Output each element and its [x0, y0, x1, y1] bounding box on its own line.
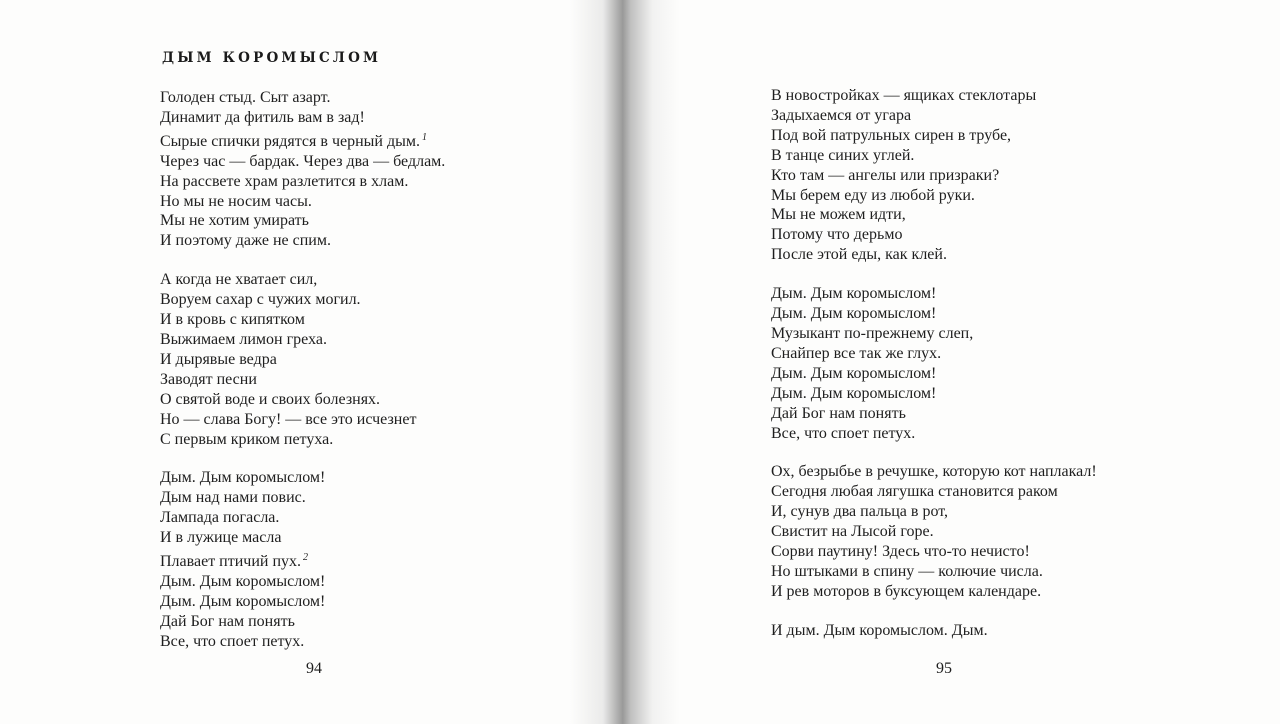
poem-line [771, 86, 1097, 106]
poem-line [160, 468, 445, 488]
stanza [160, 468, 445, 651]
stanza [771, 621, 1097, 641]
poem-line [771, 621, 1097, 641]
poem-line [771, 404, 1097, 424]
poem-line-text: Через час — бардак. Через два — бедлам. [160, 152, 446, 170]
poem-line [160, 290, 445, 310]
poem-line-text: Кто там — ангелы или призраки? [771, 166, 1000, 184]
poem-line [771, 482, 1097, 502]
poem-line-text: И в кровь с кипятком [160, 311, 305, 329]
poem-line [771, 166, 1097, 186]
poem-line [160, 430, 445, 450]
poem-line [771, 146, 1097, 166]
poem-line [160, 172, 445, 192]
poem-line [160, 508, 445, 528]
left-page [0, 0, 620, 724]
poem-line-text: В танце синих углей. [771, 146, 915, 164]
poem-line-text: Ох, безрыбье в речушке, которую кот наплакал! [771, 463, 1097, 481]
poem-line-text: И поэтому даже не спим. [160, 232, 331, 250]
poem-title: ДЫМ КОРОМЫСЛОМ [162, 50, 382, 66]
poem-line-text: Дай Бог нам понять [771, 404, 906, 422]
poem-line [160, 612, 445, 632]
page-number-left: 94 [306, 660, 322, 677]
poem-line-text: А когда не хватает сил, [160, 271, 318, 289]
poem-line-text: Но мы не носим часы. [160, 192, 312, 210]
poem-line [160, 528, 445, 548]
poem-line-text: Сырые спички рядятся в черный дым. [160, 132, 420, 150]
poem-line-text: Сорви паутину! Здесь что-то нечисто! [771, 543, 1030, 561]
poem-line [160, 548, 445, 572]
stanza [771, 86, 1097, 265]
poem-line [160, 390, 445, 410]
poem-line [160, 330, 445, 350]
stanza [160, 88, 445, 251]
poem-line-text: Но — слава Богу! — все это исчезнет [160, 410, 417, 428]
poem-line [160, 488, 445, 508]
right-page [640, 0, 1280, 724]
poem-line-text: Заводят песни [160, 370, 257, 388]
poem-line [160, 592, 445, 612]
poem-line-text: Задыхаемся от угара [771, 106, 912, 124]
poem-line-text: Мы не можем идти, [771, 206, 906, 224]
poem-line-text: Воруем сахар с чужих могил. [160, 291, 361, 309]
poem-line-text: После этой еды, как клей. [771, 246, 947, 264]
poem-line-text: Динамит да фитиль вам в зад! [160, 108, 365, 126]
poem-line [771, 582, 1097, 602]
poem-line [771, 205, 1097, 225]
poem-line-text: Мы не хотим умирать [160, 212, 309, 230]
poem-line-text: Потому что дерьмо [771, 226, 903, 244]
poem-line [160, 108, 445, 128]
poem-line [771, 126, 1097, 146]
poem-line [160, 231, 445, 251]
poem-line-text: И, сунув два пальца в рот, [771, 503, 949, 521]
poem-line-text: Мы берем еду из любой руки. [771, 186, 975, 204]
poem-line [160, 211, 445, 231]
poem-line [160, 88, 445, 108]
poem-line-text: В новостройках — ящиках стеклотары [771, 87, 1037, 104]
poem-line-text: И рев моторов в буксующем календаре. [771, 582, 1042, 600]
poem-line-text: Дым. Дым коромыслом! [160, 572, 326, 590]
poem-line [160, 310, 445, 330]
poem-line-text: И в лужице масла [160, 529, 282, 547]
poem-line-text: И дырявые ведра [160, 350, 277, 368]
poem-line [771, 462, 1097, 482]
poem-line [160, 350, 445, 370]
footnote-marker: 2 [303, 552, 309, 564]
poem-line-text: Дым. Дым коромыслом! [771, 384, 937, 402]
poem-line [771, 502, 1097, 522]
footnote-marker: 1 [421, 131, 427, 143]
poem-line [771, 304, 1097, 324]
poem-line-text: Дым. Дым коромыслом! [771, 285, 937, 303]
poem-line-text: Плавает птичий пух. [160, 553, 302, 571]
poem-line [160, 632, 445, 652]
poem-line [771, 106, 1097, 126]
poem-line-text: Снайпер все так же глух. [771, 344, 942, 362]
poem-line [160, 152, 445, 172]
poem-line-text: Дай Бог нам понять [160, 612, 295, 630]
poem-line [771, 542, 1097, 562]
stanza [771, 462, 1097, 601]
poem-line [771, 364, 1097, 384]
poem-line [160, 128, 445, 152]
poem-line-text: На рассвете храм разлетится в хлам. [160, 172, 409, 190]
poem-line [771, 245, 1097, 265]
stanza [771, 284, 1097, 443]
poem-line [160, 370, 445, 390]
poem-line-text: Все, что споет петух. [771, 424, 916, 442]
poem-line [771, 384, 1097, 404]
poem-line-text: Дым над нами повис. [160, 489, 306, 507]
poem-line [160, 270, 445, 290]
poem-line [771, 522, 1097, 542]
poem-line-text: Сегодня любая лягушка становится раком [771, 483, 1058, 501]
poem-line-text: О святой воде и своих болезнях. [160, 390, 381, 408]
poem-line-text: Выжимаем лимон греха. [160, 330, 327, 348]
poem-line [771, 562, 1097, 582]
poem-line [771, 284, 1097, 304]
poem-line-text: Свистит на Лысой горе. [771, 523, 934, 541]
poem-line-text: Музыкант по-прежнему слеп, [771, 324, 974, 342]
poem-line-text: С первым криком петуха. [160, 430, 334, 448]
poem-line-text: Голоден стыд. Сыт азарт. [160, 89, 331, 106]
poem-line [771, 344, 1097, 364]
poem-line [771, 225, 1097, 245]
poem-line-text: Все, что споет петух. [160, 632, 305, 650]
poem-line [771, 186, 1097, 206]
poem-line-text: Лампада погасла. [160, 509, 280, 527]
page-number-right: 95 [936, 660, 952, 677]
poem-body-right [771, 86, 1097, 660]
poem-line [160, 410, 445, 430]
poem-body-left [160, 88, 445, 671]
poem-line-text: Дым. Дым коромыслом! [771, 364, 937, 382]
poem-line [771, 424, 1097, 444]
poem-line [771, 324, 1097, 344]
poem-line-text: Под вой патрульных сирен в трубе, [771, 126, 1012, 144]
poem-line [160, 572, 445, 592]
poem-line [160, 192, 445, 212]
poem-line-text: Дым. Дым коромыслом! [160, 469, 326, 487]
poem-line-text: Дым. Дым коромыслом! [771, 305, 937, 323]
stanza [160, 270, 445, 449]
poem-line-text: И дым. Дым коромыслом. Дым. [771, 621, 988, 639]
poem-line-text: Но штыками в спину — колючие числа. [771, 562, 1043, 580]
poem-line-text: Дым. Дым коромыслом! [160, 592, 326, 610]
